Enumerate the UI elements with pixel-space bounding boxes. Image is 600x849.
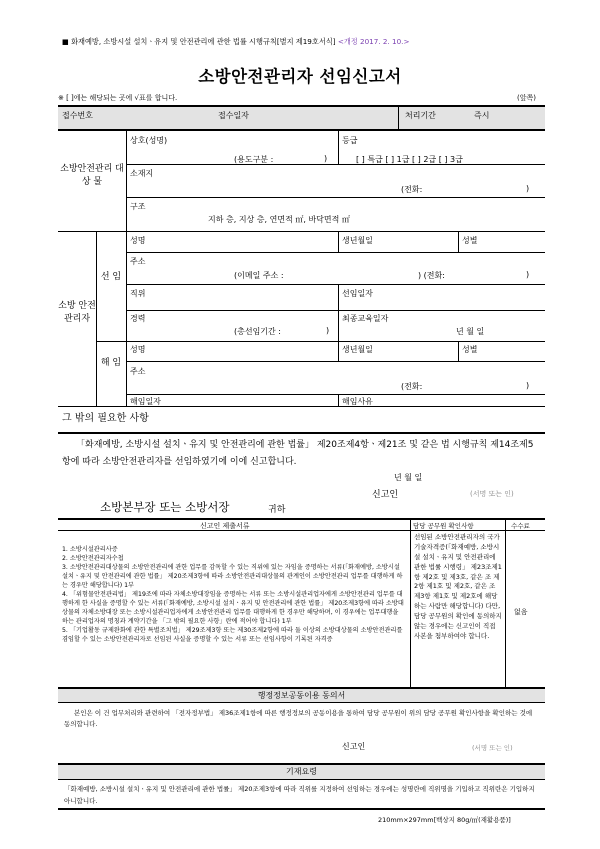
instructions-title: 기재요령 (286, 767, 317, 776)
appointed-name-label: 성명 (130, 236, 146, 245)
reporter-label: 신고인 (372, 490, 399, 500)
total-period-label: (총선임기간 : (234, 327, 281, 336)
paper-spec: 210mm×297mm[백상지 80g/㎡(재활용품)] (378, 816, 511, 824)
verify-text: 선임된 소방안전관리자의 국가기술자격증(「화재예방, 소방시설 설치ㆍ유지 및 안전관리에 관한 법률 시행령」 제23조제1항 제2호 및 제3호, 같은 조 제2항 제1호 및 제2호, 같은 조 제3항 제1호 및 제2호에 해당하는 사람만 해당합니다) 다만, 담당 공무원의 확인에 동의하지 않는 경우에는 신고인이 직접 사본을 첨부하여야 합니다. (414, 533, 502, 640)
row-rule (126, 394, 545, 395)
dismissed-label: 해 임 (100, 358, 122, 368)
edu-date-label: 최종교육일자 (342, 314, 389, 323)
section-rule (58, 231, 545, 232)
docs-header-rule (58, 530, 545, 531)
instructions-text: 「화재예방, 소방시설 설치ㆍ유지 및 안전관리에 관한 법률」 제20조제3항에 따라 직위를 지정하여 선임하는 경우에는 성명란에 직위명을 기입하고 직위란은 기입하지 아니합니다. (64, 785, 535, 806)
recipient-suffix: 귀하 (268, 505, 286, 515)
appointed-birth-label: 생년월일 (342, 236, 373, 245)
address-label: 소재지 (130, 169, 154, 178)
cell-divider (338, 232, 339, 252)
dismissed-phone-close: ) (526, 381, 530, 390)
position-label: 직위 (130, 289, 146, 298)
cell-divider (338, 310, 339, 341)
consent-title-rule (58, 702, 545, 703)
other-matters-label: 그 밖의 필요한 사항 (62, 413, 149, 424)
docs-col-header: 신고인 제출서류 (200, 522, 250, 530)
manager-divider (96, 232, 97, 406)
reporter-sign-hint: (서명 또는 인) (470, 490, 514, 498)
cell-divider (338, 394, 339, 406)
appointed-phone-label: ) (전화: (418, 271, 445, 280)
row-rule (96, 341, 545, 342)
receipt-bottom-rule (58, 129, 545, 131)
cell-divider (458, 232, 459, 252)
page-title: 소방안전관리자 선임신고서 (198, 67, 402, 86)
law-reference (62, 37, 409, 47)
structure-label: 구조 (130, 202, 146, 211)
row-rule (126, 284, 545, 285)
docs-col-divider (505, 519, 506, 687)
row-rule (126, 310, 545, 311)
instructions-top-rule (58, 763, 545, 765)
grade-divider (338, 131, 339, 164)
docs-top-rule (58, 518, 545, 520)
dismissed-phone-label: (전화: (401, 382, 423, 391)
side-label: (앞쪽) (517, 94, 536, 102)
check-note: ※ [ ]에는 해당되는 곳에 √표를 합니다. (58, 94, 178, 102)
cell-divider (338, 341, 339, 361)
cell-divider (338, 284, 339, 310)
receipt-row-shade (58, 106, 545, 129)
declaration-top-rule (58, 432, 545, 434)
verify-col-header: 담당 공무원 확인사항 (413, 522, 474, 530)
dismissed-name-label: 성명 (130, 345, 146, 354)
row-rule (126, 252, 545, 253)
edu-date-units: 년 월 일 (456, 327, 485, 336)
manager-section-label: 소방 안전 관리자 (58, 301, 96, 324)
bottom-rule (58, 808, 545, 810)
section-rule (58, 406, 545, 407)
top-rule (58, 105, 545, 107)
doc-item: 5. 「기업활동 규제완화에 관한 특별조치법」 제29조제3항 또는 제30조제2항에 따라 둘 이상의 소방대상물의 소방안전관리를 겸임할 수 있는 소방안전관리자로 선임된 사실을 증명할 수 있는 서류 또는 선임사항이 기록된 자격증 (62, 627, 403, 644)
appointed-address-label: 주소 (130, 257, 146, 266)
instructions-title-rule (58, 779, 545, 780)
appoint-date-label: 선임일자 (342, 289, 373, 298)
docs-list (62, 545, 406, 645)
doc-item: 4. 「위험물안전관리법」 제19조에 따라 자체소방대장임을 증명하는 서류 또는 소방시설관리업자에게 소방안전관리 업무를 대행하게 한 사실을 증명할 수 있는 서류(「화재예방, 소방시설 설치ㆍ유지 및 안전관리에 관한 법률」 제20조제3항에 따라 소방대상물의 자체소방대장 또는 소방시설관리업자에게 소방안전관리 업무를 대행하게 한 경우만 해당하며, 이 경우에는 업무대행을 하는 관리업자의 명칭과 계약기간을 「그 밖의 필요한 사항」란에 적어야 합니다) 1부 (62, 591, 404, 626)
consent-signer-label: 신고인 (342, 742, 366, 751)
revision-note: <개정 2017. 2. 10.> (337, 37, 410, 46)
dismiss-date-label: 해임일자 (130, 397, 161, 406)
career-label: 경력 (130, 314, 146, 323)
consent-top-rule (58, 687, 545, 689)
object-divider (126, 131, 127, 232)
object-phone-close: ) (526, 184, 530, 193)
reason-label: 해임사유 (342, 397, 373, 406)
use-label: (용도구분 : (234, 155, 274, 164)
grade-label: 등급 (342, 136, 358, 145)
use-close: ) (324, 154, 328, 163)
consent-title: 행정정보공동이용 동의서 (257, 691, 346, 700)
declaration-text: 「화재예방, 소방시설 설치ㆍ유지 및 안전관리에 관한 법률」 제20조제4항ㆍ제21조 및 같은 법 시행규칙 제14조제5항에 따라 소방안전관리자를 선임하였기에 이에 신고합니다. (62, 440, 534, 468)
email-label: (이메일 주소 : (234, 271, 284, 280)
appointed-label: 선 임 (100, 272, 122, 282)
consent-text: 본인은 이 건 업무처리와 관련하여 「전자정부법」 제36조제1항에 따른 행정정보의 공동이용을 통하여 담당 공무원이 위의 담당 공무원 확인사항을 확인하는 것에 동의합니다. (64, 709, 533, 729)
consent-sign-hint: (서명 또는 인) (472, 744, 513, 752)
doc-item: 3. 소방안전관리대상물의 소방안전관리에 관한 업무를 감독할 수 있는 직위에 있는 자임을 증명하는 서류(「화재예방, 소방시설 설치ㆍ유지 및 안전관리에 관한 법률」 제20조제3항에 따라 소방안전관리대상물의 관계인이 소방안전관리 업무를 대행하게 하는 경우만 해당합니다) 1부 (62, 564, 403, 590)
doc-item: 1. 소방시설관리사증 (62, 546, 118, 553)
total-period-close: ) (326, 326, 330, 335)
fee-value: 없음 (514, 608, 528, 616)
appointed-gender-label: 성별 (462, 236, 478, 245)
docs-col-divider (410, 519, 411, 687)
sub-divider (126, 232, 127, 406)
period-value: 즉시 (474, 111, 490, 120)
structure-text: 지하 층, 지상 층, 연면적 ㎡, 바닥면적 ㎡ (208, 215, 350, 224)
dismissed-address-label: 주소 (130, 367, 146, 376)
fee-col-header: 수수료 (511, 522, 530, 530)
grade-options: [ ] 특급 [ ] 1급 [ ] 2급 [ ] 3급 (356, 155, 463, 164)
dismissed-birth-label: 생년월일 (342, 345, 373, 354)
recipient: 소방본부장 또는 소방서장 (100, 500, 230, 514)
receipt-divider (398, 106, 399, 129)
row-rule (126, 164, 545, 165)
receipt-date-label: 접수일자 (218, 111, 249, 120)
row-rule (126, 361, 545, 362)
row-rule (126, 197, 545, 198)
dismissed-gender-label: 성별 (462, 345, 478, 354)
appointed-phone-close: ) (526, 270, 530, 279)
cell-divider (458, 341, 459, 361)
object-section-label: 소방안전관리 대 상 물 (60, 164, 124, 187)
period-label: 처리기간 (405, 111, 436, 120)
object-phone-label: (전화: (401, 185, 423, 194)
object-name-label: 상호(성명) (130, 136, 168, 145)
doc-item: 2. 소방안전관리자수첩 (62, 555, 124, 563)
declaration-date: 년 월 일 (394, 473, 423, 482)
receipt-number-label: 접수번호 (62, 111, 93, 120)
law-ref-text: ■ 화재예방, 소방시설 설치ㆍ유지 및 안전관리에 관한 법률 시행규칙[별지 제19호서식] (62, 37, 336, 46)
